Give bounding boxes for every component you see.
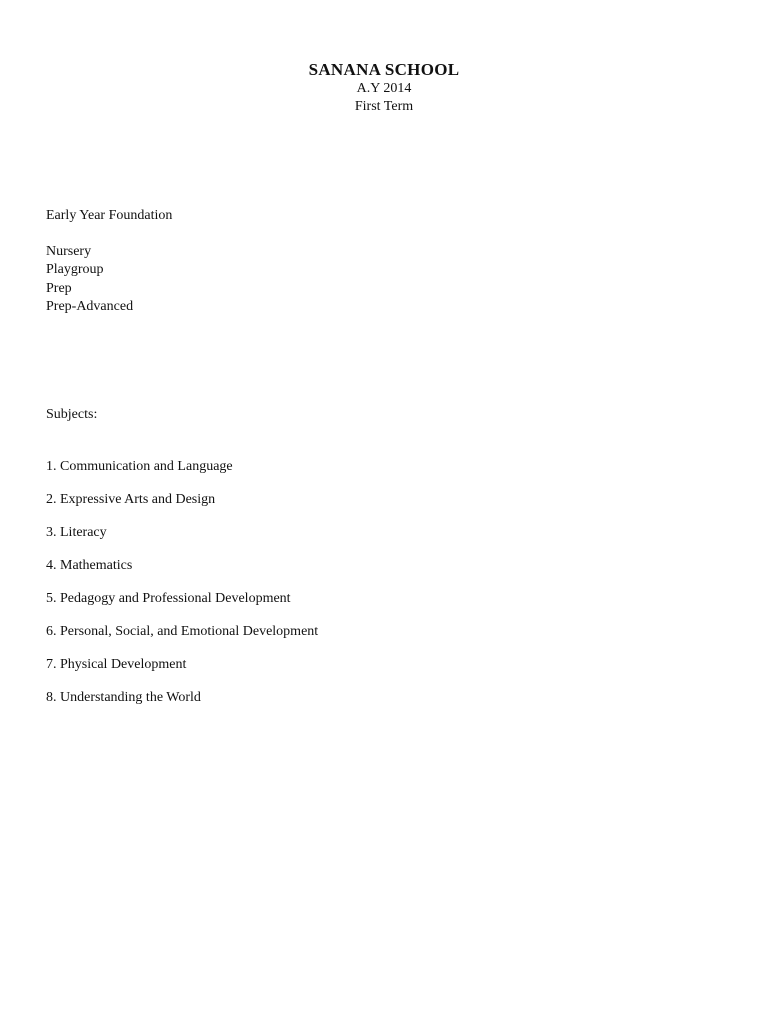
level-item: Playgroup [46, 262, 104, 278]
subject-item: 1. Communication and Language [46, 459, 233, 474]
levels-list [46, 243, 133, 316]
subject-item: 5. Pedagogy and Professional Development [46, 591, 291, 606]
subject-item: 4. Mathematics [46, 558, 133, 573]
subject-item: 8. Understanding the World [46, 690, 201, 705]
school-name: SANANA SCHOOL [308, 60, 460, 79]
subject-item: 2. Expressive Arts and Design [46, 492, 216, 507]
subject-item: 3. Literacy [46, 525, 107, 540]
level-item: Nursery [46, 244, 92, 259]
level-item: Prep-Advanced [46, 298, 134, 314]
foundation-heading: Early Year Foundation [46, 208, 173, 223]
subject-item: 7. Physical Development [46, 657, 187, 672]
subjects-heading: Subjects: [46, 407, 98, 422]
subject-item: 6. Personal, Social, and Emotional Development [46, 624, 319, 639]
term-label: First Term [354, 99, 414, 114]
academic-year: A.Y 2014 [356, 81, 412, 96]
document-header [0, 60, 768, 116]
level-item: Prep [46, 280, 72, 296]
